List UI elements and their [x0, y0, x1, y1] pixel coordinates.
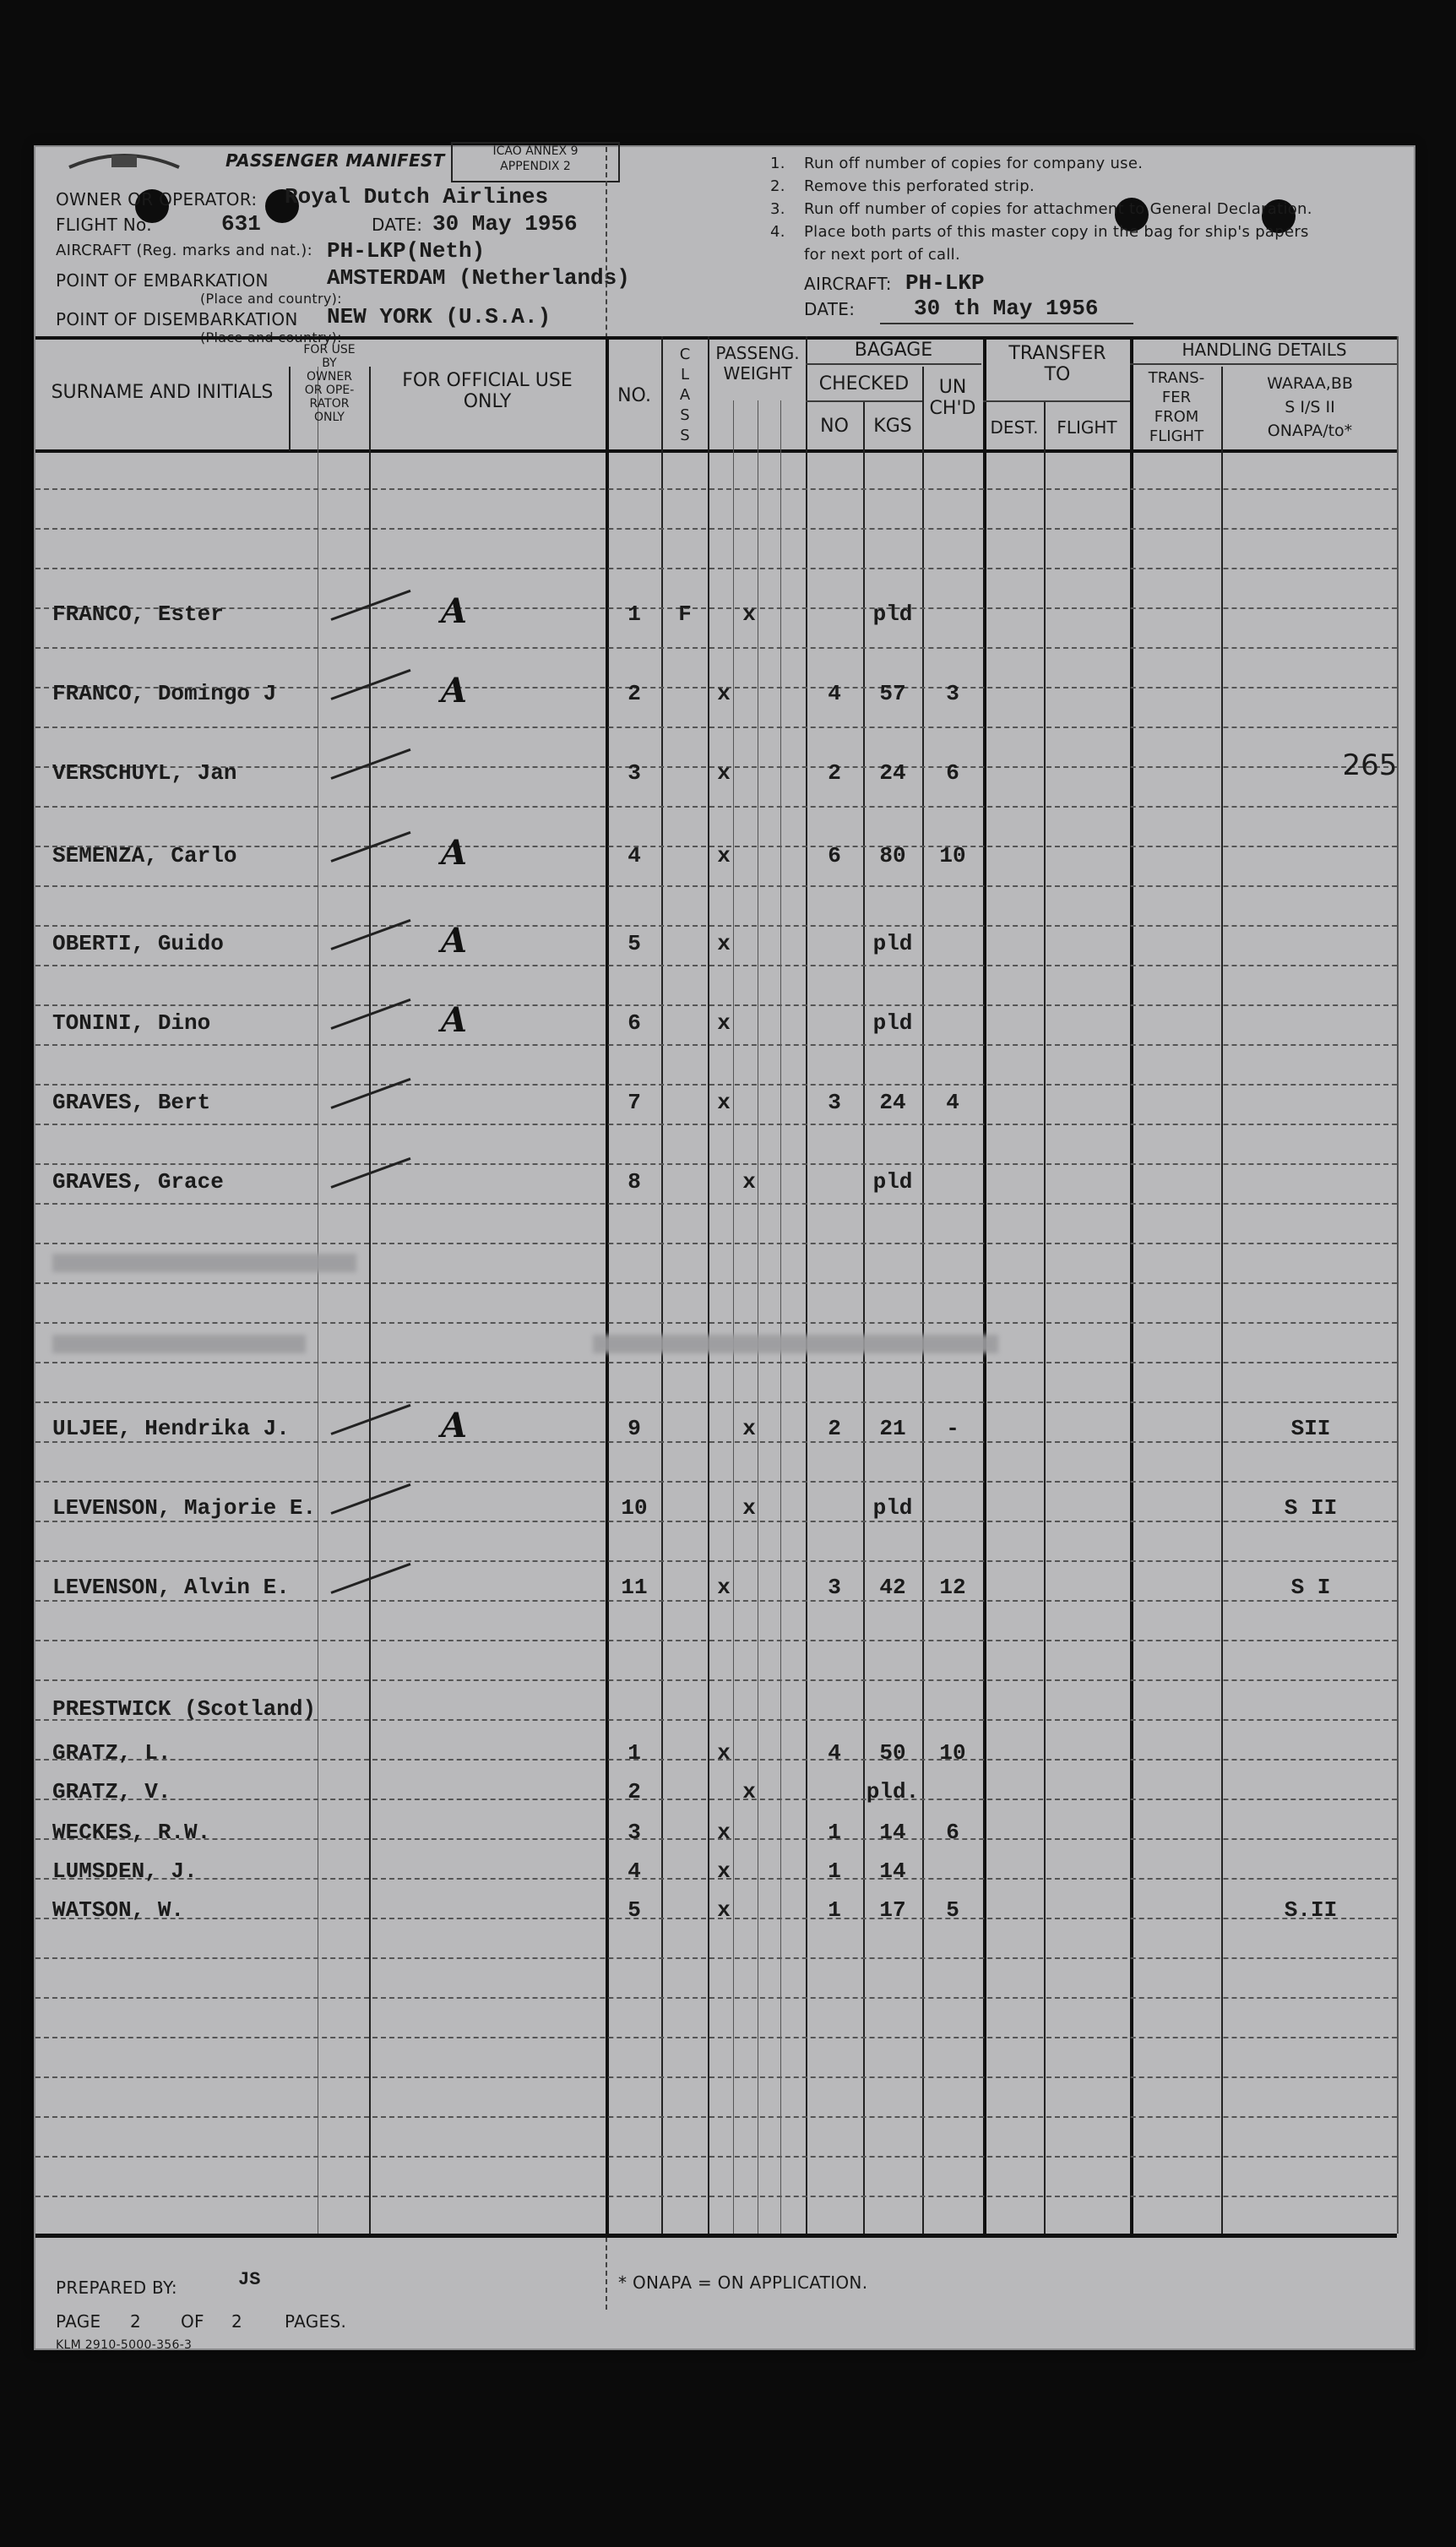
prestwick-kgs: 17 — [879, 1897, 906, 1923]
passenger-name: ULJEE, Hendrika J. — [52, 1416, 290, 1441]
handling-rule — [1130, 363, 1397, 365]
col-divider — [1397, 336, 1399, 2234]
disembark-label: POINT OF DISEMBARKATION — [56, 309, 298, 329]
row-rule — [35, 1679, 1397, 1681]
official-mark: A — [441, 921, 468, 961]
col-handling: HANDLING DETAILS — [1182, 340, 1347, 360]
prestwick-bag-no: 1 — [828, 1897, 841, 1923]
passenger-name: TONINI, Dino — [52, 1010, 211, 1036]
passenger-name: LEVENSON, Alvin E. — [52, 1575, 290, 1600]
redacted-row — [52, 1335, 306, 1353]
passenger-name: LEVENSON, Majorie E. — [52, 1495, 317, 1521]
row-rule — [35, 1163, 1397, 1165]
col-bag-no: NO — [820, 416, 849, 437]
instructions-list — [770, 152, 1312, 266]
prestwick-unchd: 5 — [946, 1897, 959, 1923]
passenger-name: SEMENZA, Carlo — [52, 843, 237, 868]
passenger-name: OBERTI, Guido — [52, 931, 224, 956]
date-value: 30 May 1956 — [432, 211, 578, 237]
passenger-no: 11 — [621, 1575, 648, 1600]
prestwick-name: GRATZ, L. — [52, 1740, 171, 1766]
prestwick-bag-no: 1 — [828, 1820, 841, 1845]
row-rule — [35, 647, 1397, 649]
flight-value: 631 — [221, 211, 261, 237]
bag-kgs: 42 — [879, 1575, 906, 1600]
prestwick-weight: x — [717, 1897, 731, 1923]
row-rule — [35, 1799, 1397, 1800]
prestwick-name: WECKES, R.W. — [52, 1820, 211, 1845]
bagage-rule — [806, 363, 981, 365]
bag-kgs: 57 — [879, 681, 906, 706]
col-surname: SURNAME AND INITIALS — [51, 382, 274, 403]
passenger-no: 4 — [627, 843, 641, 868]
passenger-no: 6 — [627, 1010, 641, 1036]
col-official: FOR OFFICIAL USE ONLY — [402, 370, 573, 412]
embark-label: POINT OF EMBARKATION — [56, 270, 269, 291]
weight-mark: x — [717, 1010, 731, 1036]
bag-unchd: 10 — [939, 843, 966, 868]
row-rule — [35, 1203, 1397, 1205]
embark-value: AMSTERDAM (Netherlands) — [327, 265, 630, 291]
manifest-table — [35, 333, 1414, 2301]
bag-no: 3 — [828, 1575, 841, 1600]
instruction-1: 1. Run off number of copies for company use. — [770, 155, 1144, 172]
col-class: C L A S S — [679, 346, 691, 444]
instruction-4b: for next port of call. — [804, 246, 961, 264]
weight-mark: x — [717, 681, 731, 706]
col-no: NO. — [617, 385, 651, 406]
form-code: KLM 2910-5000-356-3 — [56, 2338, 193, 2352]
bag-unchd: 12 — [939, 1575, 966, 1600]
passenger-name: FRANCO, Ester — [52, 601, 224, 627]
row-rule — [35, 488, 1397, 490]
passenger-no: 1 — [627, 601, 641, 627]
row-rule — [35, 607, 1397, 609]
row-rule — [35, 1441, 1397, 1443]
passenger-name: GRAVES, Grace — [52, 1169, 224, 1195]
prestwick-bag-no: 4 — [828, 1740, 841, 1766]
prestwick-heading: PRESTWICK (Scotland) — [52, 1696, 317, 1722]
redacted-row — [593, 1335, 998, 1353]
prestwick-name: WATSON, W. — [52, 1897, 185, 1923]
passenger-no: 2 — [627, 681, 641, 706]
page-value: 2 — [130, 2311, 142, 2332]
prestwick-name: GRATZ, V. — [52, 1779, 171, 1804]
row-rule — [35, 1084, 1397, 1086]
bag-no: 3 — [828, 1090, 841, 1115]
row-rule — [35, 1004, 1397, 1006]
col-transfer: TRANSFER TO — [1008, 343, 1106, 385]
bag-kgs: pld — [872, 1010, 913, 1036]
row-rule — [35, 2037, 1397, 2038]
passenger-no: 8 — [627, 1169, 641, 1195]
row-rule — [35, 1560, 1397, 1562]
prestwick-no: 2 — [627, 1779, 641, 1804]
row-rule — [35, 925, 1397, 927]
bag-kgs: 24 — [879, 1090, 906, 1115]
row-rule — [35, 2196, 1397, 2197]
row-rule — [35, 1362, 1397, 1363]
col-dest: DEST. — [990, 417, 1039, 438]
bag-kgs: 21 — [879, 1416, 906, 1441]
bag-unchd: 3 — [946, 681, 959, 706]
prestwick-no: 5 — [627, 1897, 641, 1923]
annex-line2: APPENDIX 2 — [500, 160, 571, 173]
row-rule — [35, 965, 1397, 966]
instruction-3: 3. Run off number of copies for attachment to General Declaration. — [770, 200, 1312, 218]
bag-kgs: pld — [872, 931, 913, 956]
official-mark: A — [441, 833, 468, 873]
col-checked: CHECKED — [818, 373, 910, 395]
weight-mark: x — [742, 1495, 756, 1521]
manifest-sheet — [34, 145, 1415, 2350]
col-divider — [708, 336, 709, 2234]
row-rule — [35, 1044, 1397, 1046]
klm-crown-logo — [61, 150, 187, 172]
passenger-no: 9 — [627, 1416, 641, 1441]
handling-value: 265 — [1342, 748, 1398, 782]
right-aircraft-value: PH-LKP — [905, 270, 985, 296]
col-owner-use: FOR USE BY OWNER OR OPE- RATOR ONLY — [303, 343, 356, 424]
date-underline — [880, 323, 1133, 324]
of-value: 2 — [231, 2311, 243, 2332]
checked-rule — [806, 400, 922, 402]
row-rule — [35, 2076, 1397, 2078]
col-transfer-from: TRANS- FER FROM FLIGHT — [1148, 369, 1205, 445]
row-rule — [35, 1640, 1397, 1641]
row-rule — [35, 885, 1397, 887]
owner-value: Royal Dutch Airlines — [285, 184, 549, 210]
row-rule — [35, 2116, 1397, 2118]
instruction-4: 4. Place both parts of this master copy in the bag for ship's papers — [770, 223, 1309, 241]
date-label: DATE: — [372, 215, 423, 235]
annex-box — [451, 142, 620, 182]
bag-unchd: - — [946, 1416, 959, 1441]
col-divider — [806, 336, 807, 2234]
embark-place-note: (Place and country): — [200, 291, 342, 307]
row-rule — [35, 1322, 1397, 1324]
right-date-label: DATE: — [804, 299, 856, 319]
weight-mark: x — [742, 601, 756, 627]
owner-label: OWNER OR OPERATOR: — [56, 189, 258, 210]
row-rule — [35, 1401, 1397, 1403]
prestwick-weight: x — [717, 1859, 731, 1884]
col-passeng-weight: PASSENG. WEIGHT — [715, 343, 800, 384]
table-bottom-rule — [35, 2234, 1397, 2238]
prestwick-weight: x — [742, 1779, 756, 1804]
passenger-name: FRANCO, Domingo J — [52, 681, 277, 706]
bag-no: 6 — [828, 843, 841, 868]
bag-kgs: pld — [872, 1169, 913, 1195]
passenger-no: 7 — [627, 1090, 641, 1115]
row-rule — [35, 1997, 1397, 1999]
prestwick-kgs: 14 — [879, 1859, 906, 1884]
row-rule — [35, 1481, 1397, 1483]
disembark-value: NEW YORK (U.S.A.) — [327, 304, 551, 329]
of-label: OF — [181, 2311, 204, 2332]
col-kgs: KGS — [873, 416, 912, 437]
prestwick-unchd: 10 — [939, 1740, 966, 1766]
prestwick-kgs: pld. — [866, 1779, 920, 1804]
bag-kgs: 80 — [879, 843, 906, 868]
prestwick-no: 1 — [627, 1740, 641, 1766]
row-rule — [35, 1521, 1397, 1522]
col-unchd: UN CH'D — [929, 377, 976, 419]
handling-value: S I — [1290, 1575, 1331, 1600]
passenger-no: 5 — [627, 931, 641, 956]
official-mark: A — [441, 1000, 468, 1040]
bag-kgs: pld — [872, 1495, 913, 1521]
col-bagage: BAGAGE — [854, 340, 933, 361]
pages-label: PAGES. — [285, 2311, 347, 2332]
row-rule — [35, 528, 1397, 530]
row-rule — [35, 2156, 1397, 2158]
weight-mark: x — [717, 1090, 731, 1115]
weight-mark: x — [717, 931, 731, 956]
prestwick-unchd: 6 — [946, 1820, 959, 1845]
prestwick-no: 3 — [627, 1820, 641, 1845]
row-rule — [35, 1600, 1397, 1602]
bag-kgs: pld — [872, 601, 913, 627]
prepared-value: JS — [238, 2269, 261, 2290]
header-bottom-rule — [35, 449, 1397, 453]
prepared-label: PREPARED BY: — [56, 2278, 177, 2298]
prestwick-handling: S.II — [1284, 1897, 1338, 1923]
annex-line1: ICAO ANNEX 9 — [492, 144, 579, 158]
passenger-name: GRAVES, Bert — [52, 1090, 211, 1115]
weight-mark: x — [717, 843, 731, 868]
official-mark: A — [441, 1406, 468, 1445]
bag-no: 4 — [828, 681, 841, 706]
prestwick-no: 4 — [627, 1859, 641, 1884]
bag-unchd: 4 — [946, 1090, 959, 1115]
class-value: F — [678, 601, 692, 627]
page-label: PAGE — [56, 2311, 101, 2332]
prestwick-kgs: 14 — [879, 1820, 906, 1845]
row-rule — [35, 568, 1397, 569]
col-divider — [983, 336, 986, 2234]
official-mark: A — [441, 591, 468, 631]
bag-kgs: 24 — [879, 760, 906, 786]
prestwick-kgs: 50 — [879, 1740, 906, 1766]
right-aircraft-label: AIRCRAFT: — [804, 274, 892, 294]
weight-mark: x — [717, 760, 731, 786]
aircraft-value: PH-LKP(Neth) — [327, 238, 486, 264]
col-flight: FLIGHT — [1057, 417, 1117, 438]
bag-no: 2 — [828, 1416, 841, 1441]
row-rule — [35, 1243, 1397, 1244]
official-mark: A — [441, 671, 468, 710]
row-rule — [35, 1282, 1397, 1284]
passenger-no: 3 — [627, 760, 641, 786]
row-rule — [35, 1957, 1397, 1959]
prestwick-weight: x — [717, 1740, 731, 1766]
passenger-no: 10 — [621, 1495, 648, 1521]
row-rule — [35, 727, 1397, 728]
prestwick-weight: x — [717, 1820, 731, 1845]
form-title: PASSENGER MANIFEST — [225, 150, 445, 171]
aircraft-label: AIRCRAFT (Reg. marks and nat.): — [56, 242, 312, 259]
col-divider — [1130, 336, 1133, 2234]
handling-value: SII — [1290, 1416, 1331, 1441]
row-rule — [35, 806, 1397, 808]
right-date-value: 30 th May 1956 — [914, 296, 1099, 321]
redacted-row — [52, 1254, 356, 1272]
weight-mark: x — [742, 1416, 756, 1441]
col-waraa: WARAA,BB S I/S II ONAPA/to* — [1267, 374, 1353, 440]
handling-value: S II — [1284, 1495, 1338, 1521]
prestwick-bag-no: 1 — [828, 1859, 841, 1884]
passenger-name: VERSCHUYL, Jan — [52, 760, 237, 786]
flight-label: FLIGHT No. — [56, 215, 152, 235]
row-rule — [35, 1124, 1397, 1125]
onapa-note: * ONAPA = ON APPLICATION. — [618, 2272, 868, 2293]
instruction-2: 2. Remove this perforated strip. — [770, 177, 1035, 195]
weight-mark: x — [742, 1169, 756, 1195]
transfer-rule — [983, 400, 1130, 402]
weight-mark: x — [717, 1575, 731, 1600]
prestwick-name: LUMSDEN, J. — [52, 1859, 198, 1884]
bag-no: 2 — [828, 760, 841, 786]
bag-unchd: 6 — [946, 760, 959, 786]
